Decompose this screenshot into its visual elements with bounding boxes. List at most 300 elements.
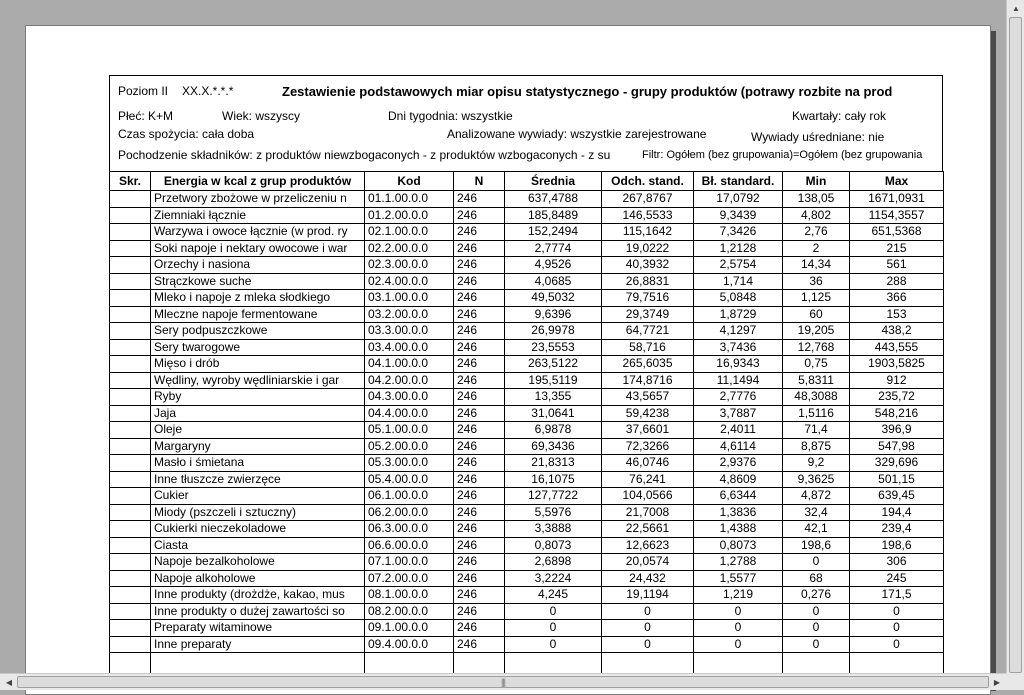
table-row-empty xyxy=(110,653,944,674)
cell-n: 246 xyxy=(454,356,505,373)
cell-max: 1671,0931 xyxy=(850,191,944,208)
cell-std-dev: 59,4238 xyxy=(602,405,694,422)
cell-energy-group: Preparaty witaminowe xyxy=(151,620,365,637)
cell-max: 194,4 xyxy=(850,504,944,521)
cell-n: 246 xyxy=(454,389,505,406)
cell-code: 09.1.00.0.0 xyxy=(365,620,454,637)
cell-abbr xyxy=(110,504,151,521)
cell-std-dev: 0 xyxy=(602,636,694,653)
cell-n: 246 xyxy=(454,240,505,257)
table-row xyxy=(110,290,944,307)
cell-min: 1,125 xyxy=(783,290,850,307)
cell-energy-group: Mleczne napoje fermentowane xyxy=(151,306,365,323)
filter-grouping: Filtr: Ogółem (bez grupowania)=Ogółem (bez grupowania xyxy=(642,149,923,161)
cell-max: 1154,3557 xyxy=(850,207,944,224)
cell-n: 246 xyxy=(454,521,505,538)
scroll-up-arrow-icon[interactable]: ▲ xyxy=(1012,4,1020,13)
cell-std-dev: 267,8767 xyxy=(602,191,694,208)
cell-abbr xyxy=(110,471,151,488)
col-header-min: Min xyxy=(783,172,850,191)
cell-std-dev: 174,8716 xyxy=(602,372,694,389)
cell-std-dev: 76,241 xyxy=(602,471,694,488)
empty-cell xyxy=(505,653,602,674)
cell-n: 246 xyxy=(454,554,505,571)
table-row xyxy=(110,438,944,455)
cell-energy-group: Inne preparaty xyxy=(151,636,365,653)
cell-min: 32,4 xyxy=(783,504,850,521)
cell-energy-group: Strączkowe suche xyxy=(151,273,365,290)
vertical-scrollbar[interactable] xyxy=(1006,0,1024,673)
empty-cell xyxy=(783,653,850,674)
cell-n: 246 xyxy=(454,323,505,340)
cell-energy-group: Jaja xyxy=(151,405,365,422)
cell-std-dev: 0 xyxy=(602,603,694,620)
cell-max: 198,6 xyxy=(850,537,944,554)
cell-std-error: 17,0792 xyxy=(694,191,783,208)
cell-code: 03.2.00.0.0 xyxy=(365,306,454,323)
cell-code: 03.4.00.0.0 xyxy=(365,339,454,356)
cell-n: 246 xyxy=(454,603,505,620)
cell-std-dev: 40,3932 xyxy=(602,257,694,274)
table-header-row xyxy=(110,172,944,191)
cell-std-dev: 265,6035 xyxy=(602,356,694,373)
col-header-abbr: Skr. xyxy=(110,172,151,191)
cell-std-error: 1,219 xyxy=(694,587,783,604)
cell-mean: 127,7722 xyxy=(505,488,602,505)
cell-energy-group: Wędliny, wyroby wędliniarskie i gar xyxy=(151,372,365,389)
cell-std-dev: 104,0566 xyxy=(602,488,694,505)
cell-max: 215 xyxy=(850,240,944,257)
cell-std-error: 4,8609 xyxy=(694,471,783,488)
table-row xyxy=(110,455,944,472)
cell-code: 02.1.00.0.0 xyxy=(365,224,454,241)
cell-max: 329,696 xyxy=(850,455,944,472)
cell-abbr xyxy=(110,372,151,389)
cell-code: 06.2.00.0.0 xyxy=(365,504,454,521)
cell-code: 05.2.00.0.0 xyxy=(365,438,454,455)
cell-code: 01.1.00.0.0 xyxy=(365,191,454,208)
cell-energy-group: Inne produkty (drożdże, kakao, mus xyxy=(151,587,365,604)
cell-min: 9,2 xyxy=(783,455,850,472)
cell-mean: 2,6898 xyxy=(505,554,602,571)
cell-max: 288 xyxy=(850,273,944,290)
cell-max: 235,72 xyxy=(850,389,944,406)
cell-code: 04.3.00.0.0 xyxy=(365,389,454,406)
horizontal-scroll-thumb[interactable] xyxy=(17,676,989,688)
cell-mean: 195,5119 xyxy=(505,372,602,389)
cell-n: 246 xyxy=(454,422,505,439)
cell-n: 246 xyxy=(454,257,505,274)
cell-energy-group: Mleko i napoje z mleka słodkiego xyxy=(151,290,365,307)
cell-max: 438,2 xyxy=(850,323,944,340)
cell-abbr xyxy=(110,570,151,587)
filter-averaged: Wywiady uśredniane: nie xyxy=(751,130,885,144)
cell-code: 02.2.00.0.0 xyxy=(365,240,454,257)
cell-energy-group: Cukier xyxy=(151,488,365,505)
cell-std-error: 0 xyxy=(694,620,783,637)
cell-n: 246 xyxy=(454,405,505,422)
cell-min: 2 xyxy=(783,240,850,257)
cell-std-error: 1,2128 xyxy=(694,240,783,257)
table-row xyxy=(110,273,944,290)
cell-mean: 4,245 xyxy=(505,587,602,604)
cell-std-error: 9,3439 xyxy=(694,207,783,224)
cell-std-dev: 12,6623 xyxy=(602,537,694,554)
cell-std-dev: 146,5533 xyxy=(602,207,694,224)
cell-min: 138,05 xyxy=(783,191,850,208)
cell-mean: 2,7774 xyxy=(505,240,602,257)
cell-n: 246 xyxy=(454,290,505,307)
cell-max: 912 xyxy=(850,372,944,389)
cell-mean: 152,2494 xyxy=(505,224,602,241)
col-header-std-error: Bł. standard. xyxy=(694,172,783,191)
table-row xyxy=(110,207,944,224)
cell-n: 246 xyxy=(454,636,505,653)
table-row xyxy=(110,422,944,439)
cell-min: 5,8311 xyxy=(783,372,850,389)
cell-energy-group: Cukierki nieczekoladowe xyxy=(151,521,365,538)
cell-abbr xyxy=(110,356,151,373)
cell-min: 198,6 xyxy=(783,537,850,554)
cell-energy-group: Napoje alkoholowe xyxy=(151,570,365,587)
cell-min: 9,3625 xyxy=(783,471,850,488)
cell-code: 07.2.00.0.0 xyxy=(365,570,454,587)
cell-n: 246 xyxy=(454,587,505,604)
table-row xyxy=(110,636,944,653)
col-header-energy: Energia w kcal z grup produktów xyxy=(151,172,365,191)
filter-sex: Płeć: K+M xyxy=(118,109,174,123)
cell-std-error: 2,9376 xyxy=(694,455,783,472)
cell-n: 246 xyxy=(454,537,505,554)
cell-std-dev: 19,1194 xyxy=(602,587,694,604)
cell-std-error: 0,8073 xyxy=(694,537,783,554)
cell-abbr xyxy=(110,438,151,455)
cell-std-dev: 24,432 xyxy=(602,570,694,587)
cell-mean: 21,8313 xyxy=(505,455,602,472)
cell-abbr xyxy=(110,240,151,257)
table-row xyxy=(110,587,944,604)
cell-std-dev: 21,7008 xyxy=(602,504,694,521)
cell-code: 04.1.00.0.0 xyxy=(365,356,454,373)
cell-abbr xyxy=(110,389,151,406)
cell-std-dev: 43,5657 xyxy=(602,389,694,406)
cell-mean: 263,5122 xyxy=(505,356,602,373)
cell-n: 246 xyxy=(454,306,505,323)
cell-max: 0 xyxy=(850,603,944,620)
cell-mean: 637,4788 xyxy=(505,191,602,208)
cell-std-error: 1,3836 xyxy=(694,504,783,521)
table-row xyxy=(110,488,944,505)
cell-std-dev: 26,8831 xyxy=(602,273,694,290)
cell-max: 0 xyxy=(850,620,944,637)
cell-code: 08.2.00.0.0 xyxy=(365,603,454,620)
cell-code: 06.6.00.0.0 xyxy=(365,537,454,554)
cell-energy-group: Soki napoje i nektary owocowe i war xyxy=(151,240,365,257)
cell-energy-group: Przetwory zbożowe w przeliczeniu n xyxy=(151,191,365,208)
cell-min: 19,205 xyxy=(783,323,850,340)
cell-std-error: 4,1297 xyxy=(694,323,783,340)
cell-max: 153 xyxy=(850,306,944,323)
cell-abbr xyxy=(110,405,151,422)
cell-min: 14,34 xyxy=(783,257,850,274)
cell-max: 651,5368 xyxy=(850,224,944,241)
cell-mean: 26,9978 xyxy=(505,323,602,340)
cell-max: 547,98 xyxy=(850,438,944,455)
cell-energy-group: Ryby xyxy=(151,389,365,406)
cell-std-error: 6,6344 xyxy=(694,488,783,505)
col-header-mean: Średnia xyxy=(505,172,602,191)
vertical-scroll-thumb[interactable] xyxy=(1009,17,1022,673)
cell-code: 06.1.00.0.0 xyxy=(365,488,454,505)
cell-energy-group: Warzywa i owoce łącznie (w prod. ry xyxy=(151,224,365,241)
report xyxy=(109,75,943,673)
cell-n: 246 xyxy=(454,372,505,389)
cell-std-dev: 22,5661 xyxy=(602,521,694,538)
cell-abbr xyxy=(110,587,151,604)
cell-min: 0 xyxy=(783,603,850,620)
table-row xyxy=(110,504,944,521)
cell-max: 171,5 xyxy=(850,587,944,604)
report-page xyxy=(25,25,991,695)
cell-mean: 3,3888 xyxy=(505,521,602,538)
empty-cell xyxy=(602,653,694,674)
empty-cell xyxy=(850,653,944,674)
cell-std-error: 0 xyxy=(694,603,783,620)
scroll-left-arrow-icon[interactable]: ◀ xyxy=(5,678,13,687)
cell-n: 246 xyxy=(454,570,505,587)
cell-abbr xyxy=(110,224,151,241)
col-header-max: Max xyxy=(850,172,944,191)
cell-mean: 5,5976 xyxy=(505,504,602,521)
cell-min: 0,276 xyxy=(783,587,850,604)
cell-code: 08.1.00.0.0 xyxy=(365,587,454,604)
cell-std-dev: 19,0222 xyxy=(602,240,694,257)
cell-std-error: 2,5754 xyxy=(694,257,783,274)
report-title: Zestawienie podstawowych miar opisu statystycznego - grupy produktów (potrawy rozbite na prod xyxy=(282,84,893,99)
cell-energy-group: Ciasta xyxy=(151,537,365,554)
cell-mean: 4,9526 xyxy=(505,257,602,274)
cell-n: 246 xyxy=(454,471,505,488)
cell-code: 04.4.00.0.0 xyxy=(365,405,454,422)
cell-abbr xyxy=(110,603,151,620)
cell-abbr xyxy=(110,537,151,554)
cell-std-dev: 46,0746 xyxy=(602,455,694,472)
cell-code: 04.2.00.0.0 xyxy=(365,372,454,389)
cell-abbr xyxy=(110,422,151,439)
cell-min: 48,3088 xyxy=(783,389,850,406)
cell-abbr xyxy=(110,257,151,274)
cell-std-dev: 20,0574 xyxy=(602,554,694,571)
cell-min: 0 xyxy=(783,620,850,637)
cell-std-dev: 29,3749 xyxy=(602,306,694,323)
filter-weekdays: Dni tygodnia: wszystkie xyxy=(388,109,513,123)
filter-age: Wiek: wszyscy xyxy=(222,109,300,123)
cell-code: 05.3.00.0.0 xyxy=(365,455,454,472)
col-header-n: N xyxy=(454,172,505,191)
table-row xyxy=(110,191,944,208)
cell-mean: 49,5032 xyxy=(505,290,602,307)
cell-max: 501,15 xyxy=(850,471,944,488)
cell-std-error: 0 xyxy=(694,636,783,653)
empty-cell xyxy=(151,653,365,674)
cell-min: 42,1 xyxy=(783,521,850,538)
cell-max: 548,216 xyxy=(850,405,944,422)
cell-energy-group: Mięso i drób xyxy=(151,356,365,373)
cell-std-dev: 64,7721 xyxy=(602,323,694,340)
table-row xyxy=(110,603,944,620)
table-row xyxy=(110,224,944,241)
cell-energy-group: Inne tłuszcze zwierzęce xyxy=(151,471,365,488)
cell-std-error: 2,4011 xyxy=(694,422,783,439)
cell-mean: 4,0685 xyxy=(505,273,602,290)
cell-max: 239,4 xyxy=(850,521,944,538)
report-level: Poziom II xyxy=(118,84,169,98)
cell-abbr xyxy=(110,191,151,208)
cell-energy-group: Napoje bezalkoholowe xyxy=(151,554,365,571)
empty-cell xyxy=(454,653,505,674)
cell-min: 60 xyxy=(783,306,850,323)
filter-meal-time: Czas spożycia: cała doba xyxy=(118,127,255,141)
cell-std-dev: 79,7516 xyxy=(602,290,694,307)
scrollbar-corner xyxy=(1006,673,1024,690)
cell-n: 246 xyxy=(454,224,505,241)
cell-max: 366 xyxy=(850,290,944,307)
cell-min: 2,76 xyxy=(783,224,850,241)
cell-std-dev: 72,3266 xyxy=(602,438,694,455)
filter-origin: Pochodzenie składników: z produktów niewzbogaconych - z produktów wzbogaconych - z su xyxy=(118,148,611,162)
empty-cell xyxy=(365,653,454,674)
cell-n: 246 xyxy=(454,504,505,521)
cell-abbr xyxy=(110,207,151,224)
cell-std-error: 16,9343 xyxy=(694,356,783,373)
scroll-right-arrow-icon[interactable]: ▶ xyxy=(993,678,1001,687)
cell-mean: 0,8073 xyxy=(505,537,602,554)
cell-energy-group: Oleje xyxy=(151,422,365,439)
cell-max: 0 xyxy=(850,636,944,653)
cell-code: 07.1.00.0.0 xyxy=(365,554,454,571)
report-header xyxy=(109,75,943,171)
cell-mean: 69,3436 xyxy=(505,438,602,455)
cell-n: 246 xyxy=(454,455,505,472)
cell-abbr xyxy=(110,636,151,653)
cell-abbr xyxy=(110,521,151,538)
col-header-std-dev: Odch. stand. xyxy=(602,172,694,191)
table-row xyxy=(110,570,944,587)
cell-mean: 0 xyxy=(505,620,602,637)
report-code: XX.X.*.*.* xyxy=(182,84,234,98)
cell-mean: 3,2224 xyxy=(505,570,602,587)
cell-code: 03.3.00.0.0 xyxy=(365,323,454,340)
cell-std-error: 3,7887 xyxy=(694,405,783,422)
cell-abbr xyxy=(110,306,151,323)
cell-abbr xyxy=(110,290,151,307)
cell-n: 246 xyxy=(454,273,505,290)
table-row xyxy=(110,339,944,356)
cell-std-dev: 0 xyxy=(602,620,694,637)
cell-energy-group: Orzechy i nasiona xyxy=(151,257,365,274)
cell-n: 246 xyxy=(454,207,505,224)
table-row xyxy=(110,554,944,571)
cell-code: 02.3.00.0.0 xyxy=(365,257,454,274)
cell-code: 02.4.00.0.0 xyxy=(365,273,454,290)
cell-energy-group: Sery podpuszczkowe xyxy=(151,323,365,340)
cell-abbr xyxy=(110,339,151,356)
cell-mean: 23,5553 xyxy=(505,339,602,356)
cell-energy-group: Ziemniaki łącznie xyxy=(151,207,365,224)
cell-max: 1903,5825 xyxy=(850,356,944,373)
empty-cell xyxy=(694,653,783,674)
table-row xyxy=(110,389,944,406)
cell-n: 246 xyxy=(454,438,505,455)
cell-abbr xyxy=(110,620,151,637)
cell-mean: 0 xyxy=(505,636,602,653)
cell-min: 0 xyxy=(783,636,850,653)
cell-max: 639,45 xyxy=(850,488,944,505)
cell-std-error: 3,7436 xyxy=(694,339,783,356)
cell-n: 246 xyxy=(454,339,505,356)
table-row xyxy=(110,372,944,389)
grip-icon: ||| xyxy=(500,677,505,687)
cell-min: 4,872 xyxy=(783,488,850,505)
cell-std-error: 1,4388 xyxy=(694,521,783,538)
cell-max: 396,9 xyxy=(850,422,944,439)
statistics-table xyxy=(109,171,944,673)
cell-abbr xyxy=(110,273,151,290)
cell-energy-group: Miody (pszczeli i sztuczny) xyxy=(151,504,365,521)
cell-min: 8,875 xyxy=(783,438,850,455)
cell-n: 246 xyxy=(454,191,505,208)
cell-min: 68 xyxy=(783,570,850,587)
table-row xyxy=(110,323,944,340)
cell-code: 05.4.00.0.0 xyxy=(365,471,454,488)
cell-mean: 31,0641 xyxy=(505,405,602,422)
horizontal-scrollbar[interactable] xyxy=(0,673,1006,690)
cell-min: 12,768 xyxy=(783,339,850,356)
cell-code: 09.4.00.0.0 xyxy=(365,636,454,653)
cell-abbr xyxy=(110,488,151,505)
cell-max: 443,555 xyxy=(850,339,944,356)
cell-max: 245 xyxy=(850,570,944,587)
cell-std-error: 1,2788 xyxy=(694,554,783,571)
cell-energy-group: Inne produkty o dużej zawartości so xyxy=(151,603,365,620)
cell-code: 05.1.00.0.0 xyxy=(365,422,454,439)
table-row xyxy=(110,521,944,538)
cell-min: 36 xyxy=(783,273,850,290)
cell-code: 03.1.00.0.0 xyxy=(365,290,454,307)
filter-quarters: Kwartały: cały rok xyxy=(792,109,887,123)
table-row xyxy=(110,537,944,554)
cell-mean: 16,1075 xyxy=(505,471,602,488)
cell-n: 246 xyxy=(454,488,505,505)
cell-mean: 9,6396 xyxy=(505,306,602,323)
cell-std-error: 11,1494 xyxy=(694,372,783,389)
table-row xyxy=(110,620,944,637)
cell-min: 71,4 xyxy=(783,422,850,439)
cell-min: 0 xyxy=(783,554,850,571)
cell-mean: 6,9878 xyxy=(505,422,602,439)
cell-energy-group: Masło i śmietana xyxy=(151,455,365,472)
cell-std-error: 7,3426 xyxy=(694,224,783,241)
empty-cell xyxy=(110,653,151,674)
table-row xyxy=(110,257,944,274)
cell-std-dev: 37,6601 xyxy=(602,422,694,439)
cell-std-dev: 58,716 xyxy=(602,339,694,356)
cell-min: 4,802 xyxy=(783,207,850,224)
table-row xyxy=(110,471,944,488)
filter-interviews: Analizowane wywiady: wszystkie zarejestrowane xyxy=(447,127,707,141)
cell-mean: 185,8489 xyxy=(505,207,602,224)
cell-std-error: 4,6114 xyxy=(694,438,783,455)
